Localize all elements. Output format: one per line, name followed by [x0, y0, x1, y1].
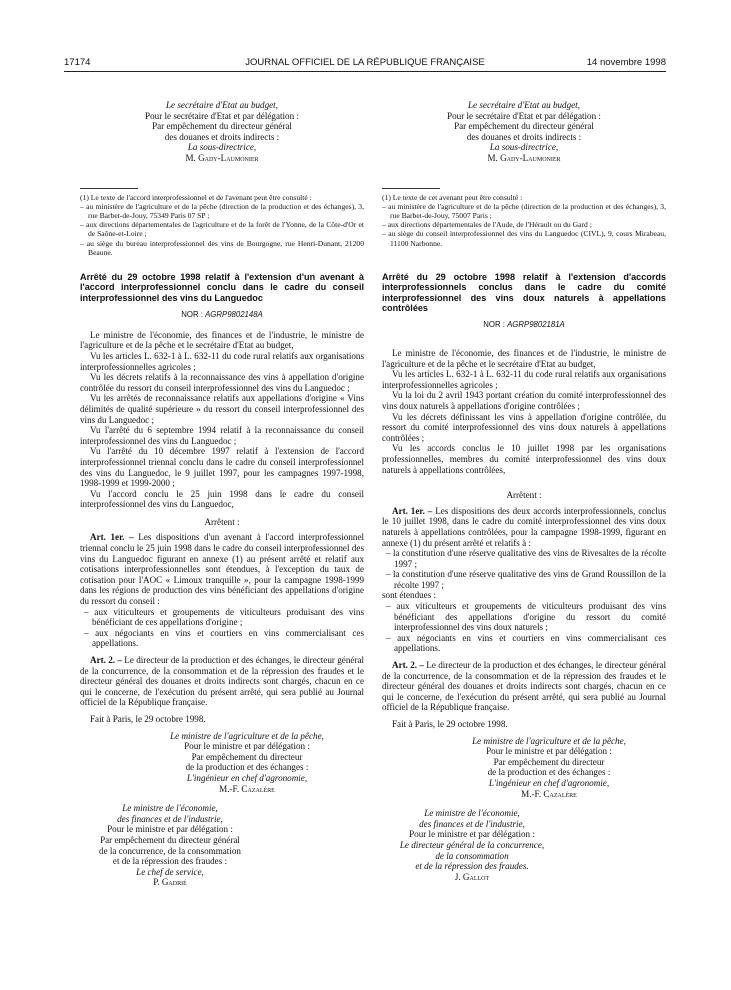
footnote-item: – au siège du conseil interprofessionnel des vins du Languedoc (CIVL), 9, cours Mirabeau, 11100 Narbonne. — [382, 229, 666, 248]
signatory-line: Pour le ministre et par délégation : — [486, 746, 612, 757]
list-item: – aux négociants en vins et courtiers en vins commercialisant ces appellations. — [84, 627, 364, 649]
preamble-paragraph: Vu l'arrêté du 10 décembre 1997 relatif à l'extension de l'accord interprofessionnel triennal conclu dans le cadre du conseil interprofessionnel des vins du Languedoc, le 9 juillet 1997, pour les campagnes 1997-1998, 1998-1999 et 1999-2000 ; — [80, 446, 364, 489]
right-column — [382, 100, 666, 882]
nor-value: AGRP9802181A — [507, 320, 565, 330]
article-2 — [382, 660, 666, 713]
signatory-line: des douanes et droits indirects : — [466, 131, 582, 142]
signatory-role: Le secrétaire d'Etat au budget, — [468, 100, 580, 110]
left-preamble — [80, 330, 364, 510]
article-label: Art. 2. – — [90, 655, 122, 666]
signatory-role: Le ministre de l'économie, — [424, 808, 520, 819]
article-1 — [80, 532, 364, 606]
article-label: Art. 1er. – — [90, 532, 134, 543]
footnote-intro: (1) Le texte de cet avenant peut être consulté : — [382, 192, 523, 202]
preamble-paragraph: Vu l'arrêté du 6 septembre 1994 relatif à la reconnaissance du conseil interprofessionnel des vins du Languedoc ; — [80, 425, 364, 446]
signatory-title: L'ingénieur en chef d'agronomie, — [186, 772, 308, 783]
footnote-intro: (1) Le texte de l'accord interprofessionnel et de l'avenant peut être consulté : — [80, 192, 312, 202]
issue-date: 14 novembre 1998 — [586, 57, 666, 68]
left-top-signature — [80, 100, 364, 164]
page-number: 17174 — [64, 57, 91, 68]
left-footnote — [80, 188, 364, 257]
page-header — [64, 57, 666, 71]
list-item: – la constitution d'une réserve qualitative des vins de Grand Roussillon de la récolte 1997 ; — [386, 569, 666, 590]
footnote-item: – au ministère de l'agriculture et de la pêche (direction de la production et des échanges), 3, rue Barbet-de-Jouy, 75007 Paris ; — [382, 201, 666, 220]
signatory-role: des finances et de l'industrie, — [419, 818, 525, 829]
decree-title: Arrêté du 29 octobre 1998 relatif à l'extension d'accords interprofessionnels conclus dans le cadre du comité interprofessionnel des vins doux naturels à appellations contrôlées — [382, 271, 666, 313]
signatory-role: des finances et de l'industrie, — [117, 813, 223, 824]
list-item: – la constitution d'une réserve qualitative des vins de Rivesaltes de la récolte 1997 ; — [386, 548, 666, 569]
signatory-line: et de la répression des fraudes : — [112, 856, 228, 867]
signatory-line: Par empêchement du directeur — [493, 756, 605, 767]
nor-label: NOR : — [181, 310, 203, 320]
article-text: Les dispositions des deux accords interprofessionnels, conclus le 10 juillet 1998, dans le cadre du comité interprofessionnel des vins doux naturels à appellations contrôlées, pour la campagne 1998-1999, figurant en annexe (1) du présent arrêté et relatifs à : — [382, 505, 667, 548]
signatory-line: Pour le secrétaire d'Etat et par délégation : — [145, 110, 299, 121]
article-text: Les dispositions d'un avenant à l'accord interprofessionnel triennal conclu le 25 juin 1998 dans le cadre du conseil interprofessionnel des vins du Languedoc figurant en annexe (1) au présent arrêté et relatif aux cotisations interprofessionnelles sont étendues, à l'exception du taux de cotisation pour l'AOC « Limoux tranquille », pour la campagne 1998-1999 dans les régions de production des vins bénéficiant des appellations d'origine du ressort du conseil : — [80, 532, 365, 607]
signatory-role: Le secrétaire d'Etat au budget, — [166, 100, 278, 110]
sont-etendues: sont étendues : — [382, 590, 437, 601]
preamble-paragraph: Vu les accords conclus le 10 juillet 1998 par les organisations professionnelles, membres du comité interprofessionnel des vins doux naturels à appellations contrôlées, — [382, 443, 666, 475]
decree-title: Arrêté du 29 octobre 1998 relatif à l'extension d'un avenant à l'accord interprofessionnel conclu dans le cadre du conseil interprofessionnel des vins du Languedoc — [80, 271, 364, 303]
left-sig-economie — [80, 803, 260, 888]
article-label: Art. 1er. – — [392, 505, 433, 516]
signatory-name: M.-F. Cazalère — [521, 788, 577, 799]
left-sig-agriculture — [80, 731, 364, 795]
article-2 — [80, 655, 364, 708]
preamble-paragraph: Vu les décrets relatifs à la reconnaissance des vins à appellation d'origine contrôlée du ressort du conseil interprofessionnel des vins du Languedoc ; — [80, 372, 364, 393]
left-column — [80, 100, 364, 888]
preamble-paragraph: Vu l'accord conclu le 25 juin 1998 dans le cadre du conseil interprofessionnel des vins du Languedoc, — [80, 488, 364, 510]
journal-title: JOURNAL OFFICIEL DE LA RÉPUBLIQUE FRANÇAISE — [245, 57, 485, 68]
signatory-line: Pour le ministre et par délégation : — [184, 741, 310, 752]
signatory-line: Pour le ministre et par délégation : — [107, 824, 233, 835]
signatory-line: Par empêchement du directeur — [191, 751, 303, 762]
signatory-name: M. Gady-Laumonier — [185, 152, 259, 163]
signatory-title: La sous-directrice, — [187, 142, 257, 153]
signatory-title: La sous-directrice, — [489, 142, 559, 153]
article-text: Le directeur de la production et des échanges, le directeur général de la concurrence, de la consommation et de la répression des fraudes et le directeur général des douanes et droits indirects sont chargés, chacun en ce qui le concerne, de l'exécution du présent arrêté, qui sera publié au Journal officiel de la République française. — [80, 655, 364, 708]
arretent-heading: Arrêtent : — [506, 490, 542, 501]
article-1 — [382, 506, 666, 548]
signatory-name: M.-F. Cazalère — [219, 783, 275, 794]
list-item: – aux viticulteurs et groupements de viticulteurs produisant des vins bénéficiant de ces appellations d'origine ; — [84, 606, 364, 628]
fait-a-paris: Fait à Paris, le 29 octobre 1998. — [90, 713, 206, 724]
header-rule — [64, 71, 666, 72]
nor-label: NOR : — [483, 320, 505, 330]
arretent-heading: Arrêtent : — [204, 516, 240, 527]
signatory-line: Pour le secrétaire d'Etat et par délégation : — [447, 110, 601, 121]
article-label: Art. 2. – — [392, 660, 424, 671]
footnote-rule — [382, 188, 440, 189]
nor-value: AGRP9802148A — [205, 310, 263, 320]
signatory-line: de la production et des échanges : — [487, 767, 611, 778]
right-footnote — [382, 188, 666, 248]
footnote-item: – aux directions départementales de l'Aude, de l'Hérault ou du Gard ; — [382, 220, 592, 230]
signatory-role: Le ministre de l'agriculture et de la pêche, — [170, 730, 324, 741]
signatory-title: Le chef de service, — [136, 866, 204, 877]
right-sig-agriculture — [382, 736, 666, 800]
preamble-paragraph: Vu les arrêtés de reconnaissance relatifs aux appellations d'origine « Vins délimités de qualité supérieure » du ressort du conseil interprofessionnel des vins du Languedoc ; — [80, 393, 364, 425]
signatory-name: P. Gadrié — [153, 877, 187, 888]
fait-a-paris: Fait à Paris, le 29 octobre 1998. — [392, 719, 508, 729]
nor-reference — [80, 310, 364, 321]
signatory-name: M. Gady-Laumonier — [487, 152, 561, 163]
right-sig-economie — [382, 808, 562, 882]
footnote-item: – au ministère de l'agriculture et de la pêche (direction de la production et des échanges), 3, rue Barbet-de-Jouy, 75349 Paris 07 SP ; — [80, 201, 364, 220]
signatory-line: de la concurrence, de la consommation — [99, 845, 241, 856]
signatory-line: des douanes et droits indirects : — [164, 131, 280, 142]
signatory-line: de la production et des échanges : — [185, 762, 309, 773]
right-top-signature — [382, 100, 666, 164]
preamble-paragraph: Vu la loi du 2 avril 1943 portant création du comité interprofessionnel des vins doux naturels à appellations d'origine contrôlées ; — [382, 390, 666, 411]
footnote-item: – au siège du bureau interprofessionnel des vins de Bourgogne, rue Henri-Dunant, 21200 Beaune. — [80, 238, 364, 257]
signatory-name: J. Gallot — [454, 871, 490, 882]
signatory-role: Le ministre de l'agriculture et de la pêche, — [472, 735, 626, 746]
signatory-title: de la consommation — [435, 850, 509, 861]
preamble-paragraph: Le ministre de l'économie, des finances et de l'industrie, le ministre de l'agriculture et de la pêche et le secrétaire d'Etat au budget, — [382, 348, 666, 369]
right-preamble — [382, 348, 666, 475]
footnote-item: – aux directions départementales de l'agriculture et de la forêt de l'Yonne, de la Côte-d'Or et de Saône-et-Loire ; — [80, 220, 364, 239]
signatory-role: Le ministre de l'économie, — [122, 803, 218, 814]
signatory-title: Le directeur général de la concurrence, — [399, 839, 545, 850]
preamble-paragraph: Vu les décrets définissant les vins à appellation d'origine contrôlée, du ressort du comité interprofessionnel des vins doux naturels à appellations contrôlées ; — [382, 411, 666, 443]
signatory-line: Par empêchement du directeur général — [152, 121, 292, 132]
signatory-line: Pour le ministre et par délégation : — [409, 829, 535, 840]
article-text: Le directeur de la production et des échanges, le directeur général de la concurrence, de la consommation et de la répression des fraudes et le directeur général des douanes et droits indirects sont chargés, chacun en ce qui le concerne, de l'exécution du présent arrêté, qui sera publié au Journal officiel de la République française. — [382, 660, 666, 713]
signatory-line: Par empêchement du directeur général — [454, 121, 594, 132]
nor-reference — [382, 320, 666, 331]
preamble-paragraph: Le ministre de l'économie, des finances et de l'industrie, le ministre de l'agriculture et de la pêche et le secrétaire d'Etat au budget, — [80, 329, 364, 351]
preamble-paragraph: Vu les articles L. 632-1 à L. 632-11 du code rural relatifs aux organisations interprofessionnelles agricoles ; — [382, 369, 666, 390]
list-item: – aux négociants en vins et courtiers en vins commercialisant ces appellations. — [386, 632, 666, 654]
signatory-title: L'ingénieur en chef d'agronomie, — [488, 777, 610, 788]
list-item: – aux viticulteurs et groupements de viticulteurs produisant des vins bénéficiant des appellations d'origine du ressort du comité interprofessionnel des vins doux naturels ; — [386, 601, 666, 633]
signatory-title: et de la répression des fraudes. — [415, 861, 529, 872]
footnote-rule — [80, 188, 138, 189]
signatory-line: Par empêchement du directeur général — [100, 834, 240, 845]
preamble-paragraph: Vu les articles L. 632-1 à L. 632-11 du code rural relatifs aux organisations interprofessionnelles agricoles ; — [80, 350, 364, 372]
